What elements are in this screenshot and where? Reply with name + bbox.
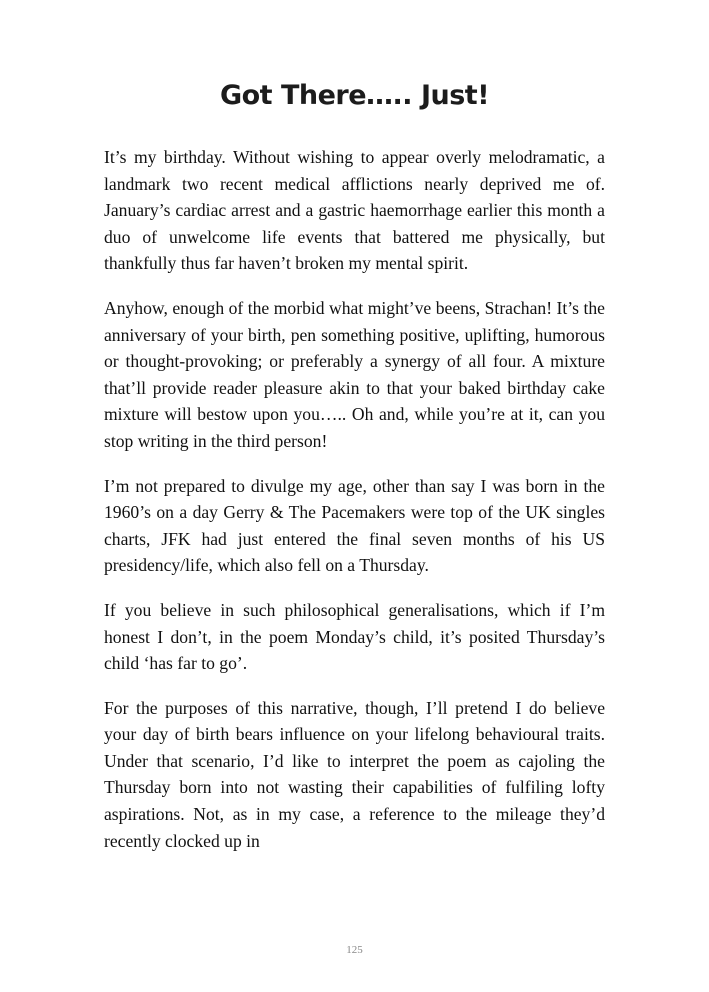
paragraph: For the purposes of this narrative, though, I’ll pretend I do believe your day of birth bears influence on your lifelong behavioural traits. Under that scenario, I’d like to interpret the poem as cajoling the Thursday born into not wasting their capabilities of fulfiling lofty aspirations. Not, as in my case, a reference to the mileage they’d recently clocked up in — [104, 697, 605, 851]
paragraph: If you believe in such philosophical generalisations, which if I’m honest I don’t, in the poem Monday’s child, it’s posited Thursday’s child ‘has far to go’. — [104, 599, 605, 674]
paragraph: Anyhow, enough of the morbid what might’ve beens, Strachan! It’s the anniversary of your birth, pen something positive, uplifting, humorous or thought-provoking; or preferably a synergy of all four. A mixture that’ll provide reader pleasure akin to that your baked birthday cake mixture will bestow upon you….. Oh and, while you’re at it, can you stop writing in the third person! — [104, 297, 605, 451]
chapter-body — [104, 144, 605, 872]
paragraph: It’s my birthday. Without wishing to appear overly melodramatic, a landmark two recent medical afflictions nearly deprived me of. January’s cardiac arrest and a gastric haemorrhage earlier this month a duo of unwelcome life events that battered me physically, but thankfully thus far haven’t broken my mental spirit. — [104, 147, 605, 274]
paragraph: I’m not prepared to divulge my age, other than say I was born in the 1960’s on a day Gerry & The Pacemakers were top of the UK singles charts, JFK had just entered the final seven months of his US presidency/life, which also fell on a Thursday. — [104, 475, 605, 576]
chapter-title: Got There….. Just! — [219, 80, 490, 111]
page-number: 125 — [346, 944, 363, 956]
